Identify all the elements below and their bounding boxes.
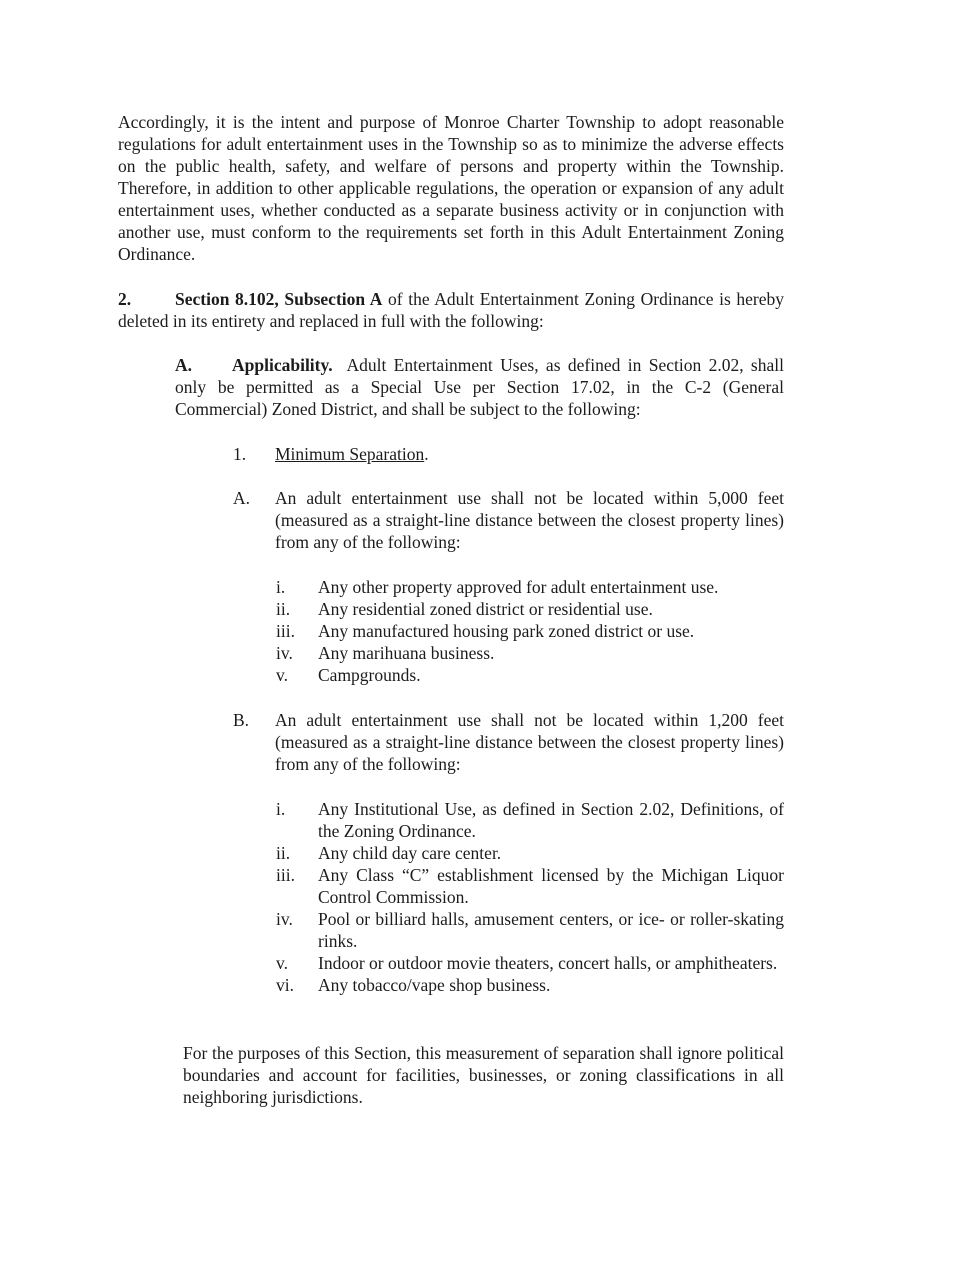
list-item-label: vi. <box>276 975 294 995</box>
list-item-label: ii. <box>276 843 291 863</box>
clause-b-text: An adult entertainment use shall not be located within 1,200 feet (measured as a straight-line distance between the closest property lines) from any of the following: <box>275 710 784 774</box>
list-item-label: v. <box>276 953 288 973</box>
section-2-reference: Section 8.102, Subsection A <box>175 289 383 309</box>
list-item <box>276 952 784 974</box>
list-item-label: v. <box>276 665 288 685</box>
list-item <box>276 798 784 842</box>
closing-paragraph: For the purposes of this Section, this measurement of separation shall ignore political boundaries and account for facilities, businesses, or zoning classifications in all neighboring jurisdictions. <box>183 1043 784 1107</box>
list-item-text: Any manufactured housing park zoned district or use. <box>318 621 695 641</box>
minimum-separation-number: 1. <box>233 444 247 464</box>
applicability-heading: Applicability. <box>232 355 333 375</box>
list-item-text: Any residential zoned district or residential use. <box>318 599 653 619</box>
list-item-text: Any Class “C” establishment licensed by the Michigan Liquor Control Commission. <box>318 865 784 907</box>
clause-a-text: An adult entertainment use shall not be located within 5,000 feet (measured as a straight-line distance between the closest property lines) from any of the following: <box>275 488 784 552</box>
list-item <box>276 974 784 996</box>
list-item-label: i. <box>276 799 286 819</box>
section-2-number: 2. <box>118 289 132 309</box>
clause-a-list <box>276 576 784 686</box>
list-item-text: Any child day care center. <box>318 843 502 863</box>
list-item-label: iii. <box>276 621 295 641</box>
list-item <box>276 842 784 864</box>
section-2-text: of the Adult Entertainment Zoning Ordinance is hereby deleted in its entirety and replaced in full with the following: <box>118 289 785 331</box>
clause-b-label: B. <box>233 710 250 730</box>
list-item-label: i. <box>276 577 286 597</box>
list-item <box>276 620 784 642</box>
applicability-label: A. <box>175 355 193 375</box>
clause-b <box>233 709 784 775</box>
list-item-label: iv. <box>276 643 293 663</box>
minimum-separation-heading <box>233 443 429 465</box>
list-item <box>276 864 784 908</box>
minimum-separation-suffix: . <box>424 444 429 464</box>
list-item-label: ii. <box>276 599 291 619</box>
clause-a-label: A. <box>233 488 251 508</box>
list-item <box>276 576 784 598</box>
applicability-text: Adult Entertainment Uses, as defined in Section 2.02, shall only be permitted as a Special Use per Section 17.02, in the C-2 (General Commercial) Zoned District, and shall be subject to the following: <box>175 355 784 419</box>
list-item-text: Indoor or outdoor movie theaters, concert halls, or amphitheaters. <box>318 953 778 973</box>
list-item-text: Any marihuana business. <box>318 643 495 663</box>
list-item-label: iii. <box>276 865 295 885</box>
clause-a <box>233 487 784 553</box>
minimum-separation-title: Minimum Separation <box>275 444 425 464</box>
list-item <box>276 598 784 620</box>
list-item <box>276 642 784 664</box>
applicability-paragraph <box>175 354 784 420</box>
clause-b-list <box>276 798 784 996</box>
list-item-text: Any other property approved for adult entertainment use. <box>318 577 719 597</box>
list-item-text: Any Institutional Use, as defined in Section 2.02, Definitions, of the Zoning Ordinance. <box>318 799 784 841</box>
list-item <box>276 908 784 952</box>
list-item <box>276 664 784 686</box>
list-item-text: Pool or billiard halls, amusement centers, or ice- or roller-skating rinks. <box>318 909 784 951</box>
list-item-text: Campgrounds. <box>318 665 421 685</box>
list-item-text: Any tobacco/vape shop business. <box>318 975 551 995</box>
section-2-paragraph <box>118 288 784 332</box>
list-item-label: iv. <box>276 909 293 929</box>
intro-paragraph: Accordingly, it is the intent and purpose of Monroe Charter Township to adopt reasonable regulations for adult entertainment uses in the Township so as to minimize the adverse effects on the public health, safety, and welfare of persons and property within the Township. Therefore, in addition to other applicable regulations, the operation or expansion of any adult entertainment uses, whether conducted as a separate business activity or in conjunction with another use, must conform to the requirements set forth in this Adult Entertainment Zoning Ordinance. <box>118 112 784 264</box>
